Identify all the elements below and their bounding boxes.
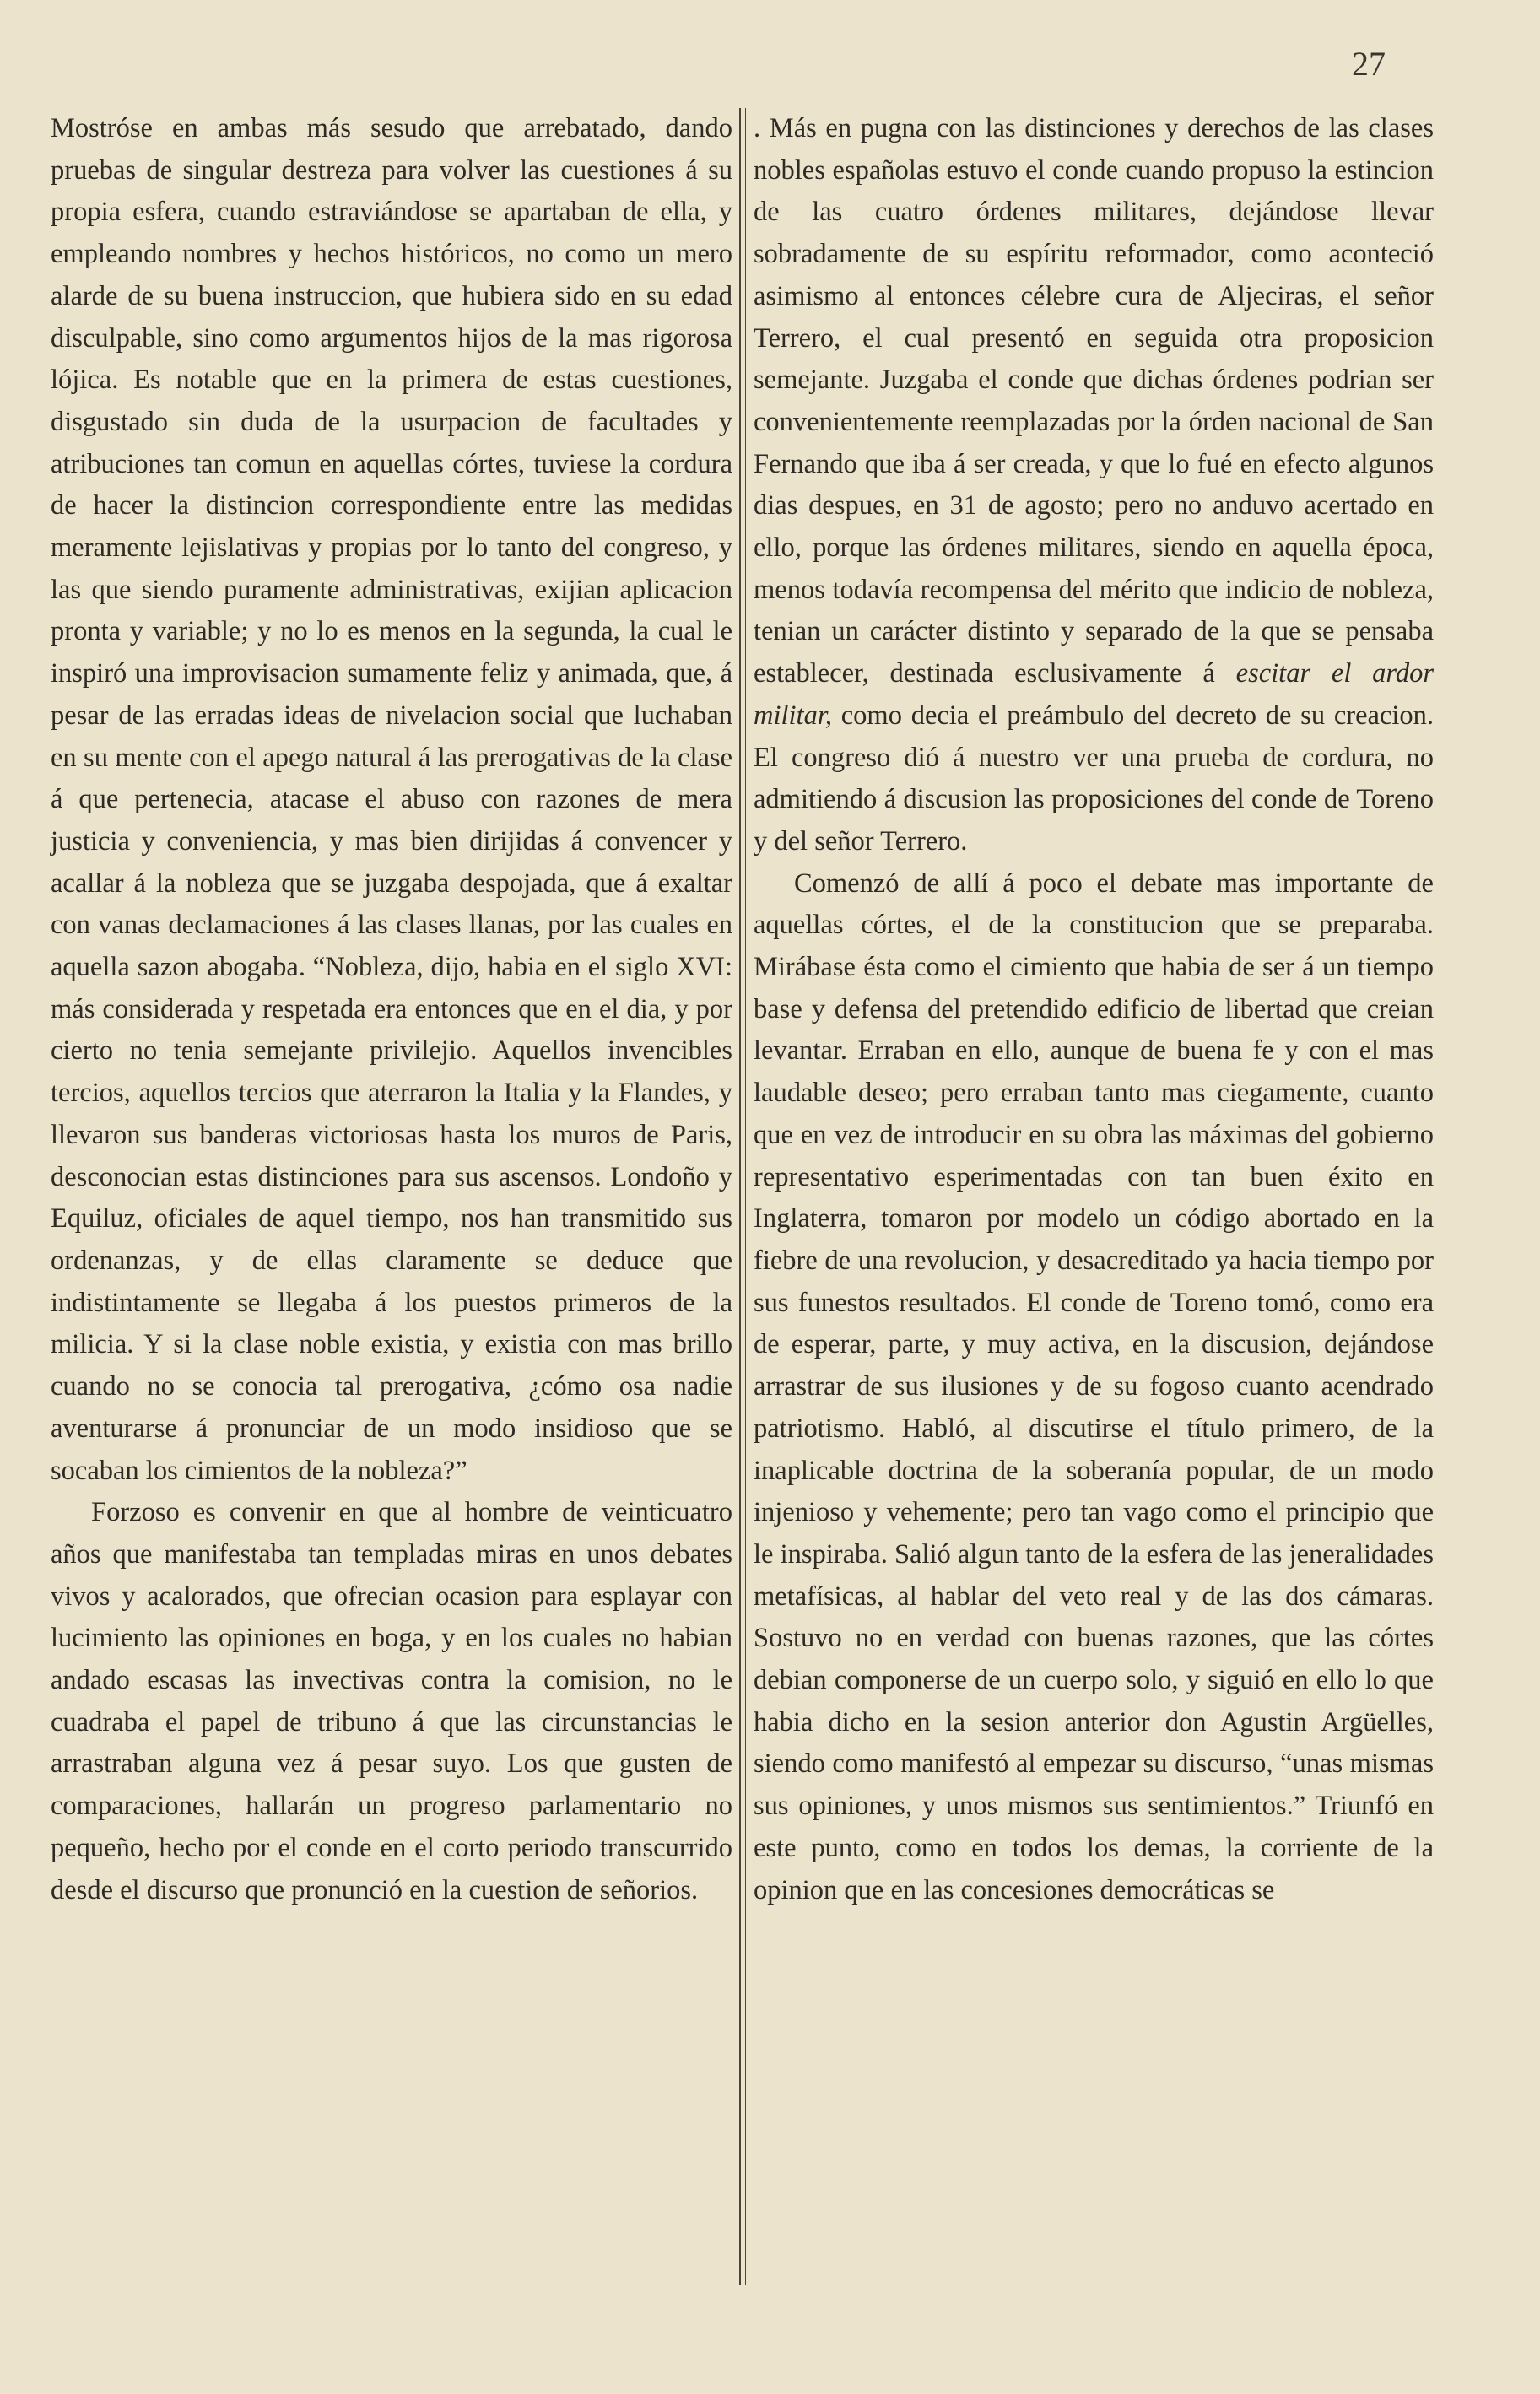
left-column [51,108,732,1911]
right-paragraph-1-text-a: . Más en pugna con las distinciones y derechos de las clases nobles españolas estuvo el conde cuando propuso la estincion de las cuatro órdenes militares, dejándose llevar sobradamente de su espíritu reformador, como aconteció asimismo al entonces célebre cura de Aljeciras, el señor Terrero, el cual presentó en seguida otra proposicion semejante. Juzgaba el conde que dichas órdenes podrian ser convenientemente reemplazadas por la órden nacional de San Fernando que iba á ser creada, y que lo fué en efecto algunos dias despues, en 31 de agosto; pero no anduvo acertado en ello, porque las órdenes militares, siendo en aquella época, menos todavía recompensa del mérito que indicio de nobleza, tenian un carácter distinto y separado de la que se pensaba establecer, destinada esclusivamente á [754,113,1434,689]
left-paragraph-2: Forzoso es convenir en que al hombre de veinticuatro años que manifestaba tan templadas miras en unos debates vivos y acalorados, que ofrecian ocasion para esplayar con lucimiento las opiniones en boga, y en los cuales no habian andado escasas las invectivas contra la comision, no le cuadraba el papel de tribuno á que las circunstancias le arrastraban alguna vez á pesar suyo. Los que gusten de comparaciones, hallarán un progreso parlamentario no pequeño, hecho por el conde en el corto periodo transcurrido desde el discurso que pronunció en la cuestion de señorios. [51,1497,732,1905]
right-paragraph-1-text-b: como decia el preámbulo del decreto de su creacion. El congreso dió á nuestro ver una prueba de cordura, no admitiendo á discusion las proposiciones del conde de Toreno y del señor Terrero. [754,700,1434,857]
right-column [754,108,1434,1911]
right-paragraph-2: Comenzó de allí á poco el debate mas importante de aquellas córtes, el de la constitucion que se preparaba. Mirábase ésta como el cimiento que habia de ser á un tiempo base y defensa del pretendido edificio de libertad que creian levantar. Erraban en ello, aunque de buena fe y con el mas laudable deseo; pero erraban tanto mas ciegamente, cuanto que en vez de introducir en su obra las máximas del gobierno representativo esperimentadas con tan buen éxito en Inglaterra, tomaron por modelo un código abortado en la fiebre de una revolucion, y desacreditado ya hacia tiempo por sus funestos resultados. El conde de Toreno tomó, como era de esperar, parte, y muy activa, en la discusion, dejándose arrastrar de sus ilusiones y de su fogoso cuanto acendrado patriotismo. Habló, al discutirse el título primero, de la inaplicable doctrina de la soberanía popular, de un modo injenioso y vehemente; pero tan vago como el principio que le inspiraba. Salió algun tanto de la esfera de las jeneralidades metafísicas, al hablar del veto real y de las dos cámaras. Sostuvo no en verdad con buenas razones, que las córtes debian componerse de un cuerpo solo, y siguió en ello lo que habia dicho en la sesion anterior don Agustin Argüelles, siendo como manifestó al empezar su discurso, “unas mismas sus opiniones, y unos mismos sus sentimientos.” Triunfó en este punto, como en todos los demas, la corriente de la opinion que en las concesiones democráticas se [754,867,1434,1905]
right-paragraph-1-italic-phrase: escitar el ardor militar, [754,658,1435,731]
page-number: 27 [1352,45,1386,83]
right-paragraph-1 [754,108,1434,863]
column-divider-rule [739,108,746,2285]
left-paragraph-1: Mostróse en ambas más sesudo que arrebatado, dando pruebas de singular destreza para volver las cuestiones á su propia esfera, cuando estraviándose se apartaban de ella, y empleando nombres y hechos históricos, no como un mero alarde de su buena instruccion, que hubiera sido en su edad disculpable, sino como argumentos hijos de la mas rigorosa lójica. Es notable que en la primera de estas cuestiones, disgustado sin duda de la usurpacion de facultades y atribuciones tan comun en aquellas córtes, tuviese la cordura de hacer la distincion correspondiente entre las medidas meramente lejislativas y propias por lo tanto del congreso, y las que siendo puramente administrativas, exijian aplicacion pronta y variable; y no lo es menos en la segunda, la cual le inspiró una improvisacion sumamente feliz y animada, que, á pesar de las erradas ideas de nivelacion social que luchaban en su mente con el apego natural á las prerogativas de la clase á que pertenecia, atacase el abuso con razones de mera justicia y conveniencia, y mas bien dirijidas á convencer y acallar á la nobleza que se juzgaba despojada, que á exaltar con vanas declamaciones á las clases llanas, por las cuales en aquella sazon abogaba. “Nobleza, dijo, habia en el siglo XVI: más considerada y respetada era entonces que en el dia, y por cierto no tenia semejante privilejio. Aquellos invencibles tercios, aquellos tercios que aterraron la Italia y la Flandes, y llevaron sus banderas victoriosas hasta los muros de Paris, desconocian estas distinciones para sus ascensos. Londoño y Equiluz, oficiales de aquel tiempo, nos han transmitido sus ordenanzas, y de ellas claramente se deduce que indistintamente se llegaba á los puestos primeros de la milicia. Y si la clase noble existia, y existia con mas brillo cuando no se conocia tal prerogativa, ¿cómo osa nadie aventurarse á pronunciar de un modo insidioso que se socaban los cimientos de la nobleza?” [51,113,732,1486]
